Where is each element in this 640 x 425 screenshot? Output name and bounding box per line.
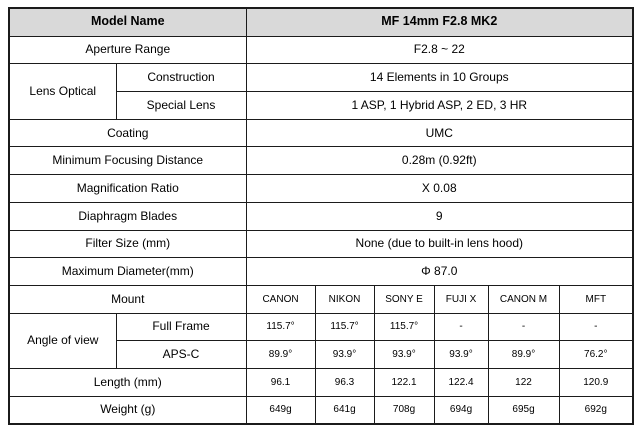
full-frame-label: Full Frame (116, 313, 246, 341)
min-focus-value: 0.28m (0.92ft) (246, 147, 633, 175)
table-row-coating (9, 119, 633, 147)
max-diameter-value: Φ 87.0 (246, 258, 633, 286)
angle-of-view-label: Angle of view (9, 313, 116, 368)
table-row-max-diameter (9, 258, 633, 286)
weight-label: Weight (g) (9, 396, 246, 424)
length-sony-e: 122.1 (374, 368, 434, 396)
weight-nikon: 641g (315, 396, 374, 424)
mount-label: Mount (9, 285, 246, 313)
table-row-magnification (9, 175, 633, 203)
aps-c-mft: 76.2° (559, 341, 633, 369)
full-frame-canon-m: - (488, 313, 559, 341)
length-label: Length (mm) (9, 368, 246, 396)
length-mft: 120.9 (559, 368, 633, 396)
weight-canon-m: 695g (488, 396, 559, 424)
weight-sony-e: 708g (374, 396, 434, 424)
mount-canon: CANON (246, 285, 315, 313)
construction-value: 14 Elements in 10 Groups (246, 64, 633, 92)
coating-label: Coating (9, 119, 246, 147)
diaphragm-label: Diaphragm Blades (9, 202, 246, 230)
full-frame-mft: - (559, 313, 633, 341)
aps-c-label: APS-C (116, 341, 246, 369)
model-name-value: MF 14mm F2.8 MK2 (246, 8, 633, 36)
aps-c-sony-e: 93.9° (374, 341, 434, 369)
special-lens-value: 1 ASP, 1 Hybrid ASP, 2 ED, 3 HR (246, 92, 633, 120)
magnification-value: X 0.08 (246, 175, 633, 203)
table-row-length (9, 368, 633, 396)
length-fuji-x: 122.4 (434, 368, 488, 396)
length-canon-m: 122 (488, 368, 559, 396)
table-row-model (9, 8, 633, 36)
aps-c-canon-m: 89.9° (488, 341, 559, 369)
mount-mft: MFT (559, 285, 633, 313)
coating-value: UMC (246, 119, 633, 147)
table-row-full-frame (9, 313, 633, 341)
filter-size-label: Filter Size (mm) (9, 230, 246, 258)
min-focus-label: Minimum Focusing Distance (9, 147, 246, 175)
lens-optical-label: Lens Optical (9, 64, 116, 119)
construction-label: Construction (116, 64, 246, 92)
full-frame-sony-e: 115.7° (374, 313, 434, 341)
full-frame-fuji-x: - (434, 313, 488, 341)
max-diameter-label: Maximum Diameter(mm) (9, 258, 246, 286)
spec-table (8, 7, 634, 425)
length-canon: 96.1 (246, 368, 315, 396)
aps-c-nikon: 93.9° (315, 341, 374, 369)
table-row-aperture (9, 36, 633, 64)
special-lens-label: Special Lens (116, 92, 246, 120)
mount-fuji-x: FUJI X (434, 285, 488, 313)
aps-c-fuji-x: 93.9° (434, 341, 488, 369)
aperture-range-value: F2.8 ~ 22 (246, 36, 633, 64)
full-frame-canon: 115.7° (246, 313, 315, 341)
weight-canon: 649g (246, 396, 315, 424)
aps-c-canon: 89.9° (246, 341, 315, 369)
diaphragm-value: 9 (246, 202, 633, 230)
magnification-label: Magnification Ratio (9, 175, 246, 203)
table-row-diaphragm (9, 202, 633, 230)
weight-mft: 692g (559, 396, 633, 424)
aperture-range-label: Aperture Range (9, 36, 246, 64)
model-name-label: Model Name (9, 8, 246, 36)
mount-nikon: NIKON (315, 285, 374, 313)
length-nikon: 96.3 (315, 368, 374, 396)
table-row-filter (9, 230, 633, 258)
table-row-construction (9, 64, 633, 92)
mount-sony-e: SONY E (374, 285, 434, 313)
table-row-min-focus (9, 147, 633, 175)
table-row-weight (9, 396, 633, 424)
filter-size-value: None (due to built-in lens hood) (246, 230, 633, 258)
table-row-mount (9, 285, 633, 313)
full-frame-nikon: 115.7° (315, 313, 374, 341)
mount-canon-m: CANON M (488, 285, 559, 313)
weight-fuji-x: 694g (434, 396, 488, 424)
